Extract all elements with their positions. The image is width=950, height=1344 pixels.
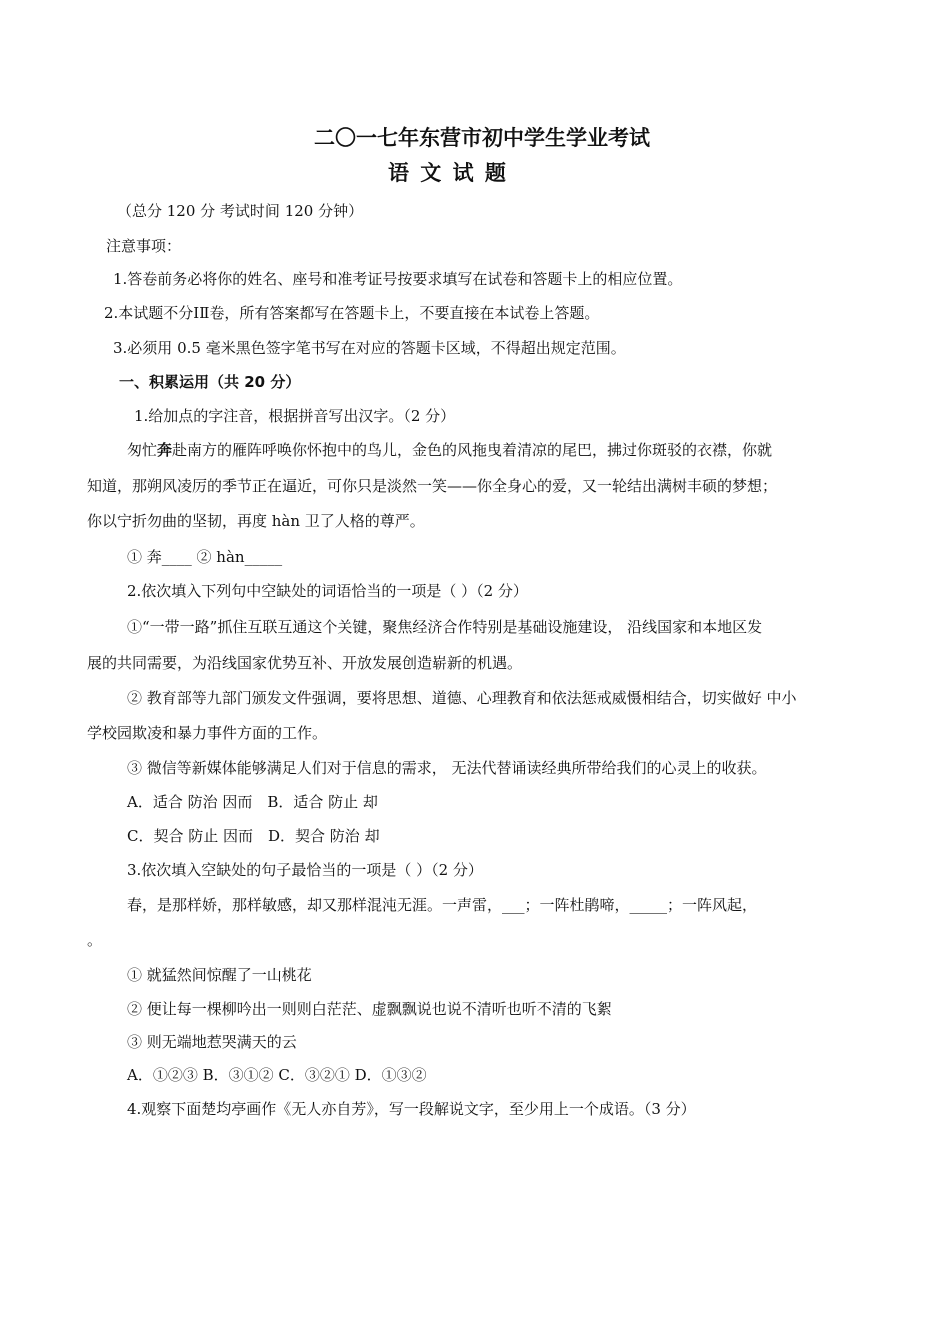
q1-passage-line-1 bbox=[127, 440, 772, 460]
q2-sentence-2a: ② 教育部等九部门颁发文件强调，要将思想、道德、心理教育和依法惩戒威慑相结合，切实做好 中小 bbox=[127, 689, 797, 707]
q3-choice-1: ① 就猛然间惊醒了一山桃花 bbox=[127, 966, 312, 984]
q1-passage-line-3: 你以宁折勿曲的坚韧，再度 hàn 卫了人格的尊严。 bbox=[87, 512, 425, 530]
q4-stem: 4.观察下面楚均亭画作《无人亦自芳》，写一段解说文字，至少用上一个成语。（3 分） bbox=[127, 1100, 696, 1118]
exam-subtitle: 语 文 试 题 bbox=[388, 161, 508, 185]
q3-choice-3: ③ 则无端地惹哭满天的云 bbox=[127, 1033, 297, 1051]
q1-passage-line-2: 知道，那朔风凌厉的季节正在逼近，可你只是淡然一笑——你全身心的爱，又一轮结出满树丰硕的梦想； bbox=[87, 477, 778, 495]
score-time: （总分 120 分 考试时间 120 分钟） bbox=[117, 202, 364, 220]
q2-sentence-1a: ①“一带一路”抓住互联互通这个关键，聚焦经济合作特别是基础设施建设， 沿线国家和本地区发 bbox=[127, 618, 763, 636]
note-item-1: 1.答卷前务必将你的姓名、座号和准考证号按要求填写在试卷和答题卡上的相应位置。 bbox=[113, 270, 683, 288]
q2-options-cd: C．契合 防止 因而 D．契合 防治 却 bbox=[127, 827, 380, 845]
q3-passage-line-2: 。 bbox=[87, 931, 103, 949]
note-item-2: 2.本试题不分ⅠⅡ卷，所有答案都写在答题卡上，不要直接在本试卷上答题。 bbox=[104, 304, 600, 322]
q1-stem: 1.给加点的字注音，根据拼音写出汉字。（2 分） bbox=[134, 407, 456, 425]
q1-passage-prefix: 匆忙 bbox=[127, 441, 158, 459]
q2-options-ab: A．适合 防治 因而 B．适合 防止 却 bbox=[127, 793, 378, 811]
q1-blanks: ① 奔____ ② hàn_____ bbox=[127, 548, 283, 566]
section-heading: 一、积累运用（共 20 分） bbox=[119, 373, 301, 391]
q1-dotted-char: 奔 bbox=[157, 441, 173, 459]
notes-heading: 注意事项： bbox=[106, 237, 182, 255]
q1-passage-rest: 赴南方的雁阵呼唤你怀抱中的鸟儿，金色的风拖曳着清凉的尾巴，拂过你斑驳的衣襟，你就 bbox=[172, 441, 773, 459]
q3-stem: 3.依次填入空缺处的句子最恰当的一项是（ ）（2 分） bbox=[127, 861, 483, 879]
q3-options: A．①②③ B．③①② C．③②① D．①③② bbox=[127, 1066, 427, 1084]
q3-choice-2: ② 便让每一棵柳吟出一则则白茫茫、虚飘飘说也说不清听也听不清的飞絮 bbox=[127, 1000, 612, 1018]
exam-title: 二〇一七年东营市初中学生学业考试 bbox=[314, 126, 650, 150]
q3-passage-line-1: 春，是那样娇，那样敏感，却又那样混沌无涯。一声雷，___；一阵杜鹃啼，_____；一阵风起， bbox=[127, 896, 758, 914]
q2-sentence-2b: 学校园欺凌和暴力事件方面的工作。 bbox=[87, 724, 328, 742]
q2-sentence-1b: 展的共同需要，为沿线国家优势互补、开放发展创造崭新的机遇。 bbox=[87, 654, 523, 672]
note-item-3: 3.必须用 0.5 毫米黑色签字笔书写在对应的答题卡区域，不得超出规定范围。 bbox=[113, 339, 626, 357]
q2-stem: 2.依次填入下列句中空缺处的词语恰当的一项是（ ）（2 分） bbox=[127, 582, 528, 600]
q2-sentence-3: ③ 微信等新媒体能够满足人们对于信息的需求， 无法代替诵读经典所带给我们的心灵上的收获。 bbox=[127, 759, 767, 777]
